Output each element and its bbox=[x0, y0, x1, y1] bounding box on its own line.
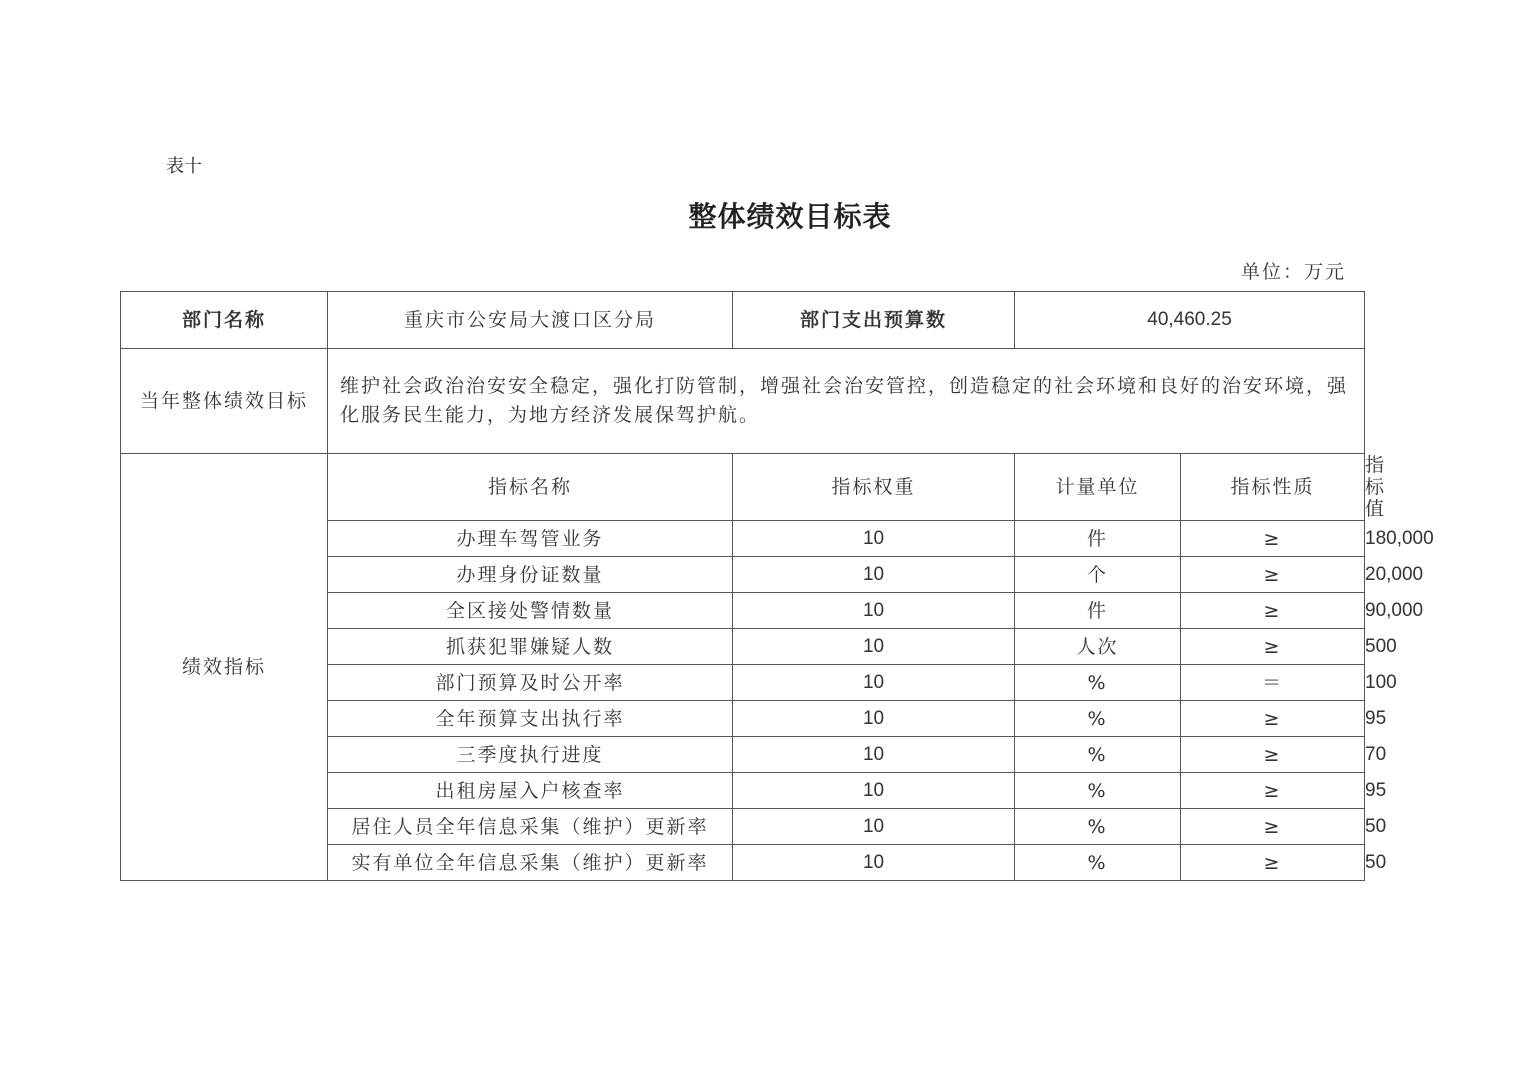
page-title: 整体绩效目标表 bbox=[688, 200, 892, 233]
indicator-unit: % bbox=[1015, 773, 1181, 809]
dept-name-label: 部门名称 bbox=[121, 292, 328, 349]
indicator-nature: ≥ bbox=[1181, 593, 1365, 629]
table-row: 实有单位全年信息采集（维护）更新率 10 % ≥ 50 bbox=[121, 845, 1365, 881]
table-row: 居住人员全年信息采集（维护）更新率 10 % ≥ 50 bbox=[121, 809, 1365, 845]
indicator-weight: 10 bbox=[733, 665, 1015, 701]
indicator-unit: 件 bbox=[1015, 593, 1181, 629]
column-header: 指标名称 bbox=[328, 454, 733, 521]
indicator-unit: % bbox=[1015, 665, 1181, 701]
indicator-unit: % bbox=[1015, 845, 1181, 881]
indicator-name: 三季度执行进度 bbox=[328, 737, 733, 773]
indicator-weight: 10 bbox=[733, 557, 1015, 593]
indicator-weight: 10 bbox=[733, 701, 1015, 737]
indicator-weight: 10 bbox=[733, 809, 1015, 845]
indicator-unit: 人次 bbox=[1015, 629, 1181, 665]
indicator-name: 办理车驾管业务 bbox=[328, 521, 733, 557]
indicator-nature: ≥ bbox=[1181, 845, 1365, 881]
unit-note: 单位：万元 bbox=[1240, 261, 1346, 283]
column-header: 指标权重 bbox=[733, 454, 1015, 521]
table-row: 出租房屋入户核查率 10 % ≥ 95 bbox=[121, 773, 1365, 809]
indicator-name: 居住人员全年信息采集（维护）更新率 bbox=[328, 809, 733, 845]
goal-label: 当年整体绩效目标 bbox=[121, 349, 328, 454]
goal-row bbox=[121, 349, 1365, 454]
column-header: 计量单位 bbox=[1015, 454, 1181, 521]
table-number-label: 表十 bbox=[166, 156, 202, 177]
table-row: 办理身份证数量 10 个 ≥ 20,000 bbox=[121, 557, 1365, 593]
indicator-weight: 10 bbox=[733, 773, 1015, 809]
indicator-name: 实有单位全年信息采集（维护）更新率 bbox=[328, 845, 733, 881]
indicator-unit: 个 bbox=[1015, 557, 1181, 593]
indicators-label: 绩效指标 bbox=[121, 454, 328, 881]
table-row: 办理车驾管业务 10 件 ≥ 180,000 bbox=[121, 521, 1365, 557]
table-row: 全区接处警情数量 10 件 ≥ 90,000 bbox=[121, 593, 1365, 629]
indicator-name: 抓获犯罪嫌疑人数 bbox=[328, 629, 733, 665]
goal-text: 维护社会政治治安安全稳定，强化打防管制，增强社会治安管控，创造稳定的社会环境和良好的治安环境，强化服务民生能力，为地方经济发展保驾护航。 bbox=[328, 349, 1365, 454]
dept-name-value: 重庆市公安局大渡口区分局 bbox=[328, 292, 733, 349]
indicator-weight: 10 bbox=[733, 629, 1015, 665]
table-row: 抓获犯罪嫌疑人数 10 人次 ≥ 500 bbox=[121, 629, 1365, 665]
indicator-nature: ＝ bbox=[1181, 665, 1365, 701]
indicator-unit: 件 bbox=[1015, 521, 1181, 557]
indicator-unit: % bbox=[1015, 701, 1181, 737]
table-row: 三季度执行进度 10 % ≥ 70 bbox=[121, 737, 1365, 773]
indicator-weight: 10 bbox=[733, 737, 1015, 773]
indicator-unit: % bbox=[1015, 809, 1181, 845]
indicator-name: 全年预算支出执行率 bbox=[328, 701, 733, 737]
table-row: 部门预算及时公开率 10 % ＝ 100 bbox=[121, 665, 1365, 701]
indicator-weight: 10 bbox=[733, 521, 1015, 557]
indicator-nature: ≥ bbox=[1181, 557, 1365, 593]
budget-value: 40,460.25 bbox=[1015, 292, 1365, 349]
performance-target-table bbox=[120, 291, 1434, 881]
table-row: 全年预算支出执行率 10 % ≥ 95 bbox=[121, 701, 1365, 737]
indicator-weight: 10 bbox=[733, 845, 1015, 881]
indicator-nature: ≥ bbox=[1181, 629, 1365, 665]
indicator-nature: ≥ bbox=[1181, 701, 1365, 737]
indicator-nature: ≥ bbox=[1181, 773, 1365, 809]
indicator-weight: 10 bbox=[733, 593, 1015, 629]
department-row bbox=[121, 292, 1365, 349]
indicator-nature: ≥ bbox=[1181, 521, 1365, 557]
indicator-unit: % bbox=[1015, 737, 1181, 773]
indicator-name: 办理身份证数量 bbox=[328, 557, 733, 593]
indicator-header-row: 绩效指标 指标名称 指标权重 计量单位 指标性质 指标值 bbox=[121, 454, 1365, 521]
budget-label: 部门支出预算数 bbox=[733, 292, 1015, 349]
indicator-name: 部门预算及时公开率 bbox=[328, 665, 733, 701]
indicator-name: 出租房屋入户核查率 bbox=[328, 773, 733, 809]
indicator-name: 全区接处警情数量 bbox=[328, 593, 733, 629]
indicator-nature: ≥ bbox=[1181, 737, 1365, 773]
indicator-nature: ≥ bbox=[1181, 809, 1365, 845]
column-header: 指标性质 bbox=[1181, 454, 1365, 521]
